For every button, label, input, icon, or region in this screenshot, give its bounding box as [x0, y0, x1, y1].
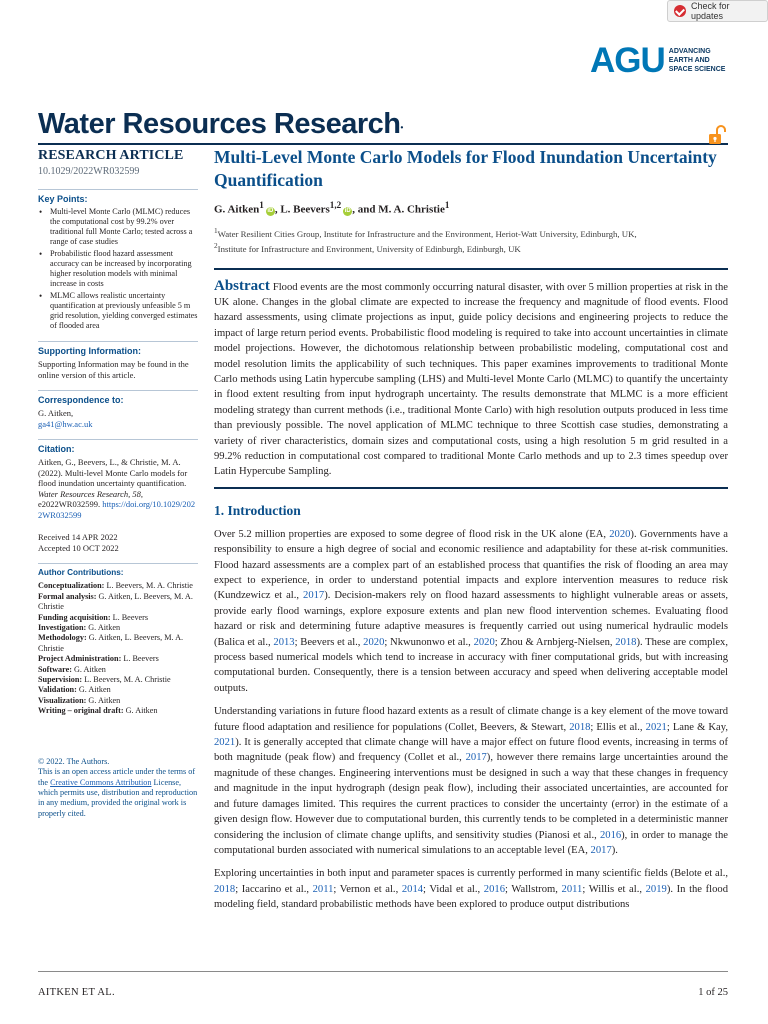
contribution-item: Methodology: G. Aitken, L. Beevers, M. A. Christie: [38, 633, 184, 653]
contribution-item: Software: G. Aitken: [38, 664, 106, 674]
contribution-item: Conceptualization: L. Beevers, M. A. Christie: [38, 581, 193, 591]
section-heading-introduction: 1. Introduction: [214, 502, 301, 518]
abstract-bottom-rule: [214, 487, 728, 489]
key-points-section: [38, 189, 198, 331]
citation-link[interactable]: 2019: [645, 883, 667, 895]
key-points-list: [38, 207, 198, 331]
citation-link[interactable]: 2018: [569, 721, 591, 733]
agu-logo-mark: AGU: [590, 40, 665, 80]
article-title: Multi-Level Monte Carlo Models for Flood Inundation Uncertainty Quantification: [214, 147, 717, 190]
contributions-heading: Author Contributions:: [38, 568, 124, 577]
citation-link[interactable]: 2021: [214, 737, 236, 749]
key-point: • MLMC allows realistic uncertainty quantification at previously unfeasible 5 m grid resolution, yielding converged estimates of flooded area: [38, 291, 198, 331]
contribution-item: Project Administration: L. Beevers: [38, 654, 159, 664]
citation-link[interactable]: 2021: [645, 721, 667, 733]
citation-doi-link[interactable]: https://doi.org/10.1029/2022WR032599: [38, 499, 196, 520]
supporting-info-heading: Supporting Information:: [38, 346, 141, 356]
body-paragraph: Understanding variations in future flood hazard extents as a result of climate change is a key element of the move toward future flood adaptation and resilience for populations (Collet, Beevers, & Stewart, 2018; Ellis et al., 2021; Lane & Kay, 2021). It is generally accepted that climate change will have a major effect on future flood events, increasing in terms of both magnitude (peak flow) and frequency (Collet et al., 2017), however there remains large uncertainties around the magnitude of these changes. Engineering interventions must be designed in such a way that these changes in frequency and magnitude in the input hydrograph (design peak flow), including their associated uncertainties, are accounted for and future damages limited. This requires the current practices to consider the uncertainty (error) in the estimate of a given design flow. However due to computational burden, this currently tends to be completed in a deterministic manner considering the inclusion of climate change uplifts, and sensitivity studies (Pianosi et al., 2016), in order to manage the computational burden associated with numerical simulations to an acceptable level (EA, 2017).: [214, 706, 729, 856]
sidebar: [38, 148, 198, 819]
contribution-item: Investigation: G. Aitken: [38, 623, 121, 633]
citation-tail: , e2022WR032599.: [38, 488, 144, 509]
contribution-item: Validation: G. Aitken: [38, 685, 111, 695]
agu-tagline-line: SPACE SCIENCE: [668, 65, 726, 73]
author-name[interactable]: , L. Beevers: [274, 203, 330, 216]
citation-link[interactable]: 2013: [273, 636, 295, 648]
citation-text: [38, 457, 198, 520]
citation-link[interactable]: 2016: [599, 829, 622, 841]
citation-section: [38, 439, 198, 553]
abstract: [214, 279, 728, 480]
author-list: G. Aitken$^1$iD , L. Beevers$^{1,2}$iD , and M. A. Christie$^1$: [214, 200, 450, 216]
received-date: Received 14 APR 2022: [38, 532, 118, 542]
correspondence-email-link[interactable]: ga41@hw.ac.uk: [38, 418, 93, 429]
orcid-icon[interactable]: iD: [344, 207, 351, 214]
header-rule: [38, 143, 728, 145]
key-point: • Probabilistic flood hazard assessment accuracy can be increased by incorporating higher resolution models with minimal increase in costs: [38, 249, 198, 289]
citation-body: Aitken, G., Beevers, L., & Christie, M. A. (2022). Multi-level Monte Carlo models for flood inundation uncertainty quantification.: [38, 457, 188, 488]
copyright-line: © 2022. The Authors.: [38, 756, 110, 766]
check-updates-icon: [674, 5, 686, 17]
body-paragraph: Exploring uncertainties in both input and parameter spaces is currently performed in many scientific fields (Belote et al., 2018; Iaccarino et al., 2011; Vernon et al., 2014; Vidal et al., 2016; Wallstrom, 2011; Willis et al., 2019). In the flood modeling field, standard probabilistic methods have been explored to produce output distributions: [214, 868, 728, 911]
footer-rule: [38, 971, 728, 972]
license-text: This is an open access article under the terms of the Creative Commons Attribution License, which permits use, distribution and reproduction in any medium, provided the original work is properly cited.: [38, 767, 198, 818]
accepted-date: Accepted 10 OCT 2022: [38, 542, 119, 553]
contribution-item: Visualization: G. Aitken: [38, 695, 121, 705]
citation-journal: Water Resources Research, 58: [38, 488, 141, 499]
contribution-item: Writing – original draft: G. Aitken: [38, 706, 158, 716]
key-point: • Multi-level Monte Carlo (MLMC) reduces the computational cost by 99.2% over traditional full Monte Carlo; tested across a range of case studies: [38, 207, 198, 247]
agu-tagline-line: EARTH AND: [668, 56, 710, 64]
agu-logo[interactable]: [590, 42, 725, 78]
abstract-text: Flood events are the most commonly occurring natural disaster, with over 5 million properties at risk in the UK alone. Changes in the global climate are expected to increase the frequency and magnitude of flood events. Flood hazard assessments, using climate projections as input, guide policy decisions and engineering projects to reduce the impact of large return period events. Probabilistic flood modeling is required to take into account uncertainties in climate model projections. However, the dichotomous relationship between probabilistic modeling, computational cost and model resolution limits the applicability of such techniques. This paper examines improvements to traditional Monte Carlo methods using Latin hypercube sampling (LHS) and Multi-level Monte Carlo (MLMC) to quantify the uncertainty in flood extent resulting from input hydrograph uncertainty. The results demonstrate that MLMC is a more efficient modeling strategy than current methods (i.e., traditional Monte Carlo) with high resolution outputs produced in less time than previously possible. The novel application of MLMC technique to three Scottish case studies, demonstrating a variety of river characteristics, domain sizes and computational costs, using a high resolution 5 m grid resulted in a 99.2% reduction in computational cost compared to traditional Monte Carlo methods and up to 2.3 times speedup over Latin Hypercube Sampling.: [214, 281, 728, 478]
contribution-item: Supervision: L. Beevers, M. A. Christie: [38, 675, 171, 685]
citation-link[interactable]: 2018: [214, 883, 236, 895]
citation-link[interactable]: 2014: [401, 883, 424, 895]
citation-link[interactable]: 2017: [465, 752, 487, 764]
open-access-lock-icon[interactable]: [706, 125, 728, 147]
article-main: [214, 146, 728, 913]
citation-heading: Citation:: [38, 444, 75, 454]
sidebar-rule: [38, 439, 198, 440]
check-updates-label: Check for updates: [691, 1, 730, 21]
affiliation-item: $^2$Institute for Infrastructure and Environment, University of Edinburgh, Edinburgh, UK: [214, 241, 521, 254]
sidebar-rule: [38, 390, 198, 391]
article-type: RESEARCH ARTICLE: [38, 148, 184, 163]
journal-dot: •: [400, 123, 403, 132]
abstract-label: Abstract: [214, 277, 270, 294]
journal-title[interactable]: [38, 106, 403, 142]
author-contributions-section: [38, 563, 198, 717]
agu-tagline: [669, 47, 726, 74]
citation-link[interactable]: 2016: [483, 883, 505, 895]
running-author-footer: AITKEN ET AL.: [38, 987, 115, 998]
check-for-updates-button[interactable]: [667, 0, 768, 22]
author-name[interactable]: , and M. A. Christie: [352, 203, 445, 216]
citation-link[interactable]: 2011: [561, 883, 583, 895]
sidebar-rule: [38, 563, 198, 564]
contribution-item: Funding acquisition: L. Beevers: [38, 612, 149, 622]
citation-link[interactable]: 2020: [363, 636, 385, 648]
correspondence-heading: Correspondence to:: [38, 395, 124, 405]
orcid-icon[interactable]: iD: [267, 207, 274, 214]
journal-name: Water Resources Research: [38, 108, 401, 140]
supporting-info-section: [38, 341, 198, 380]
citation-link[interactable]: 2017: [303, 590, 325, 602]
citation-link[interactable]: 2017: [590, 844, 612, 856]
sidebar-rule: [38, 341, 198, 342]
abstract-top-rule: [214, 268, 728, 270]
supporting-info-text: Supporting Information may be found in the online version of this article.: [38, 359, 189, 380]
contribution-item: Formal analysis: G. Aitken, L. Beevers, M. A. Christie: [38, 591, 193, 612]
copyright-notice: [38, 757, 198, 819]
creative-commons-link[interactable]: Creative Commons Attribution: [50, 777, 152, 787]
agu-tagline-line: ADVANCING: [668, 47, 711, 55]
article-doi[interactable]: 10.1029/2022WR032599: [38, 166, 140, 177]
sidebar-rule: [38, 189, 198, 190]
page-number: 1 of 25: [698, 987, 728, 998]
citation-link[interactable]: 2020: [473, 636, 495, 648]
correspondence-section: [38, 390, 198, 429]
citation-link[interactable]: 2011: [312, 883, 334, 895]
correspondence-name: G. Aitken,: [38, 408, 74, 418]
citation-link[interactable]: 2018: [615, 636, 637, 648]
author-name[interactable]: G. Aitken: [214, 203, 260, 216]
citation-link[interactable]: 2020: [609, 528, 631, 540]
affiliations: [214, 225, 728, 256]
body-paragraph: Over 5.2 million properties are exposed to some degree of flood risk in the UK alone (EA, 2020). Governments have a responsibility to ensure a high degree of social and economic resilience and adaptability for these at-risk communities. Flood hazard assessments are a complex part of an established process that quantifies the risk of flooding an area may expect to experience, in order to understand potential impacts and explore intervention measures to reduce risk (Kundzewicz et al., 2017). Decision-makers rely on flood hazard assessments to highlight vulnerable areas or assets, provide early flood warnings, explore exposure extents and plan new flood intervention schemes. Evaluating flood hazard or risk and determining future adaptive measures is frequently carried out using numerical hydraulic models (Balica et al., 2013; Beevers et al., 2020; Nkwunonwo et al., 2020; Zhou & Arnbjerg-Nielsen, 2018). These are complex, process based numerical models which tend to increase in accuracy with finer computational grids, but with increasing computational burden. Consequently, there is a tension between accuracy and speed when delivering acceptable model outputs.: [214, 528, 729, 694]
affiliation-item: $^1$Water Resilient Cities Group, Institute for Infrastructure and the Environment, Heriot-Watt University, Edinburgh, UK,: [214, 225, 637, 239]
key-points-heading: Key Points:: [38, 194, 88, 204]
